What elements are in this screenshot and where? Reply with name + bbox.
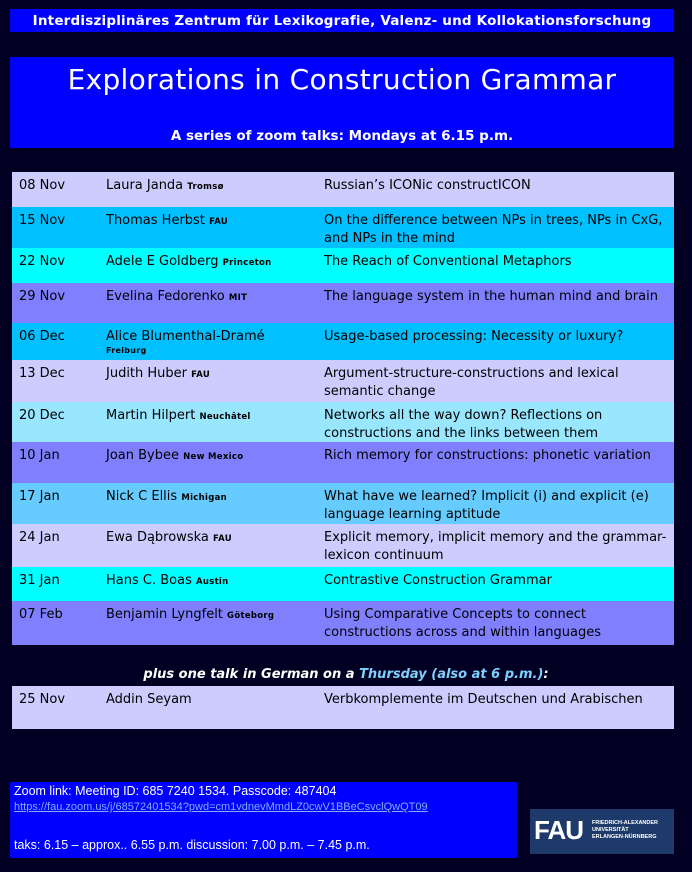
talk-speaker-cell [106, 572, 316, 591]
talk-speaker: Evelina Fedorenko [106, 289, 225, 304]
talk-institution: New Mexico [183, 452, 244, 462]
talk-speaker: Martin Hilpert [106, 408, 196, 423]
zoom-link[interactable]: https://fau.zoom.us/j/68572401534?pwd=cm1vdnevMmdLZ0cwV1BBeCsvclQwQT09 [14, 801, 428, 813]
talk-date: 17 Jan [19, 489, 60, 504]
talk-date: 29 Nov [19, 289, 66, 304]
talk-institution: Michigan [181, 493, 227, 503]
talk-speaker: Nick C Ellis [106, 489, 178, 504]
talk-speaker: Alice Blumenthal-Dramé [106, 329, 265, 344]
talk-schedule [12, 172, 674, 645]
talk-speaker: Hans C. Boas [106, 573, 192, 588]
title-block [10, 57, 674, 148]
fau-logo [530, 809, 674, 854]
talk-date: 06 Dec [19, 329, 65, 344]
talk-date: 25 Nov [19, 692, 66, 707]
fau-logo-line3: ERLANGEN-NÜRNBERG [592, 834, 657, 840]
table-row [12, 402, 674, 442]
talk-date: 31 Jan [19, 573, 60, 588]
institute-banner [10, 9, 674, 32]
table-row [12, 524, 674, 567]
talk-date: 22 Nov [19, 254, 66, 269]
german-intro-day: Thursday (also at 6 p.m.) [359, 667, 544, 682]
german-talk-table [12, 686, 674, 729]
zoom-schedule-note: taks: 6.15 – approx.. 6.55 p.m. discussion: 7.00 p.m. – 7.45 p.m. [14, 838, 370, 852]
talk-speaker: Thomas Herbst [106, 213, 205, 228]
talk-title: Using Comparative Concepts to connect constructions across and within languages [324, 607, 602, 640]
talk-institution: Neuchâtel [199, 412, 251, 422]
talk-date: 08 Nov [19, 178, 66, 193]
talk-institution: MIT [228, 293, 248, 303]
talk-speaker-cell [106, 529, 316, 548]
talk-date: 10 Jan [19, 448, 60, 463]
fau-logo-line1: FRIEDRICH-ALEXANDER [592, 820, 658, 826]
institute-name: Interdisziplinäres Zentrum für Lexikografie, Valenz- und Kollokationsforschung [32, 12, 652, 29]
talk-institution: Göteborg [227, 611, 275, 621]
table-row [12, 360, 674, 402]
talk-title: Explicit memory, implicit memory and the grammar-lexicon continuum [324, 530, 667, 563]
talk-title: Argument-structure-constructions and lexical semantic change [324, 366, 619, 399]
talk-speaker-cell [106, 253, 316, 272]
talk-speaker-cell [106, 407, 316, 426]
fau-logo-mark: FAU [534, 815, 583, 845]
talk-speaker: Addin Seyam [106, 692, 192, 707]
fau-logo-line2: UNIVERSITÄT [592, 827, 629, 833]
talk-institution: Princeton [222, 258, 272, 268]
table-row [12, 483, 674, 524]
talk-title: Contrastive Construction Grammar [324, 573, 552, 588]
talk-title: On the difference between NPs in trees, NPs in CxG, and NPs in the mind [324, 213, 663, 246]
german-talk-intro [0, 667, 692, 682]
page-title: Explorations in Construction Grammar [67, 63, 617, 96]
talk-title: Networks all the way down? Reflections on constructions and the links between them [324, 408, 603, 441]
table-row [12, 567, 674, 601]
table-row [12, 172, 674, 207]
talk-speaker-cell [106, 212, 316, 231]
table-row [12, 442, 674, 483]
talk-speaker-cell [106, 177, 316, 196]
talk-institution: Freiburg [106, 346, 147, 355]
talk-speaker-cell [106, 488, 316, 507]
talk-date: 07 Feb [19, 607, 63, 622]
table-row [12, 248, 674, 283]
talk-title: Rich memory for constructions: phonetic variation [324, 448, 651, 463]
talk-speaker-cell [106, 328, 316, 355]
talk-institution: FAU [191, 370, 211, 380]
zoom-info-box [10, 782, 517, 858]
talk-institution: Tromsø [187, 182, 224, 192]
talk-title: What have we learned? Implicit (i) and explicit (e) language learning aptitude [324, 489, 649, 522]
talk-speaker-cell [106, 606, 316, 625]
talk-speaker-cell [106, 288, 316, 307]
talk-date: 20 Dec [19, 408, 65, 423]
german-intro-text: plus one talk in German on a [143, 667, 360, 682]
talk-title: The language system in the human mind and brain [324, 289, 658, 304]
talk-title: The Reach of Conventional Metaphors [324, 254, 572, 269]
talk-speaker: Laura Janda [106, 178, 184, 193]
table-row [12, 323, 674, 360]
table-row [12, 601, 674, 645]
fau-logo-text [592, 820, 658, 841]
talk-title: Russian’s ICONic constructICON [324, 178, 531, 193]
talk-date: 15 Nov [19, 213, 66, 228]
talk-institution: FAU [213, 534, 232, 544]
talk-speaker: Ewa Dąbrowska [106, 530, 209, 545]
talk-date: 24 Jan [19, 530, 60, 545]
talk-speaker: Joan Bybee [106, 448, 179, 463]
talk-speaker: Adele E Goldberg [106, 254, 219, 269]
table-row [12, 207, 674, 248]
talk-institution: FAU [209, 217, 229, 227]
zoom-meeting-id: Zoom link: Meeting ID: 685 7240 1534. Passcode: 487404 [14, 784, 337, 798]
german-intro-colon: : [543, 667, 549, 682]
page-subtitle: A series of zoom talks: Mondays at 6.15 p.m. [170, 128, 514, 144]
talk-institution: Austin [195, 577, 229, 587]
talk-title: Verbkomplemente im Deutschen und Arabischen [324, 692, 643, 707]
table-row [12, 283, 674, 323]
talk-speaker-cell [106, 365, 316, 384]
table-row [12, 686, 674, 729]
talk-title: Usage-based processing: Necessity or luxury? [324, 329, 624, 344]
talk-date: 13 Dec [19, 366, 65, 381]
talk-speaker-cell [106, 447, 316, 466]
talk-speaker: Judith Huber [106, 366, 188, 381]
talk-speaker: Benjamin Lyngfelt [106, 607, 223, 622]
